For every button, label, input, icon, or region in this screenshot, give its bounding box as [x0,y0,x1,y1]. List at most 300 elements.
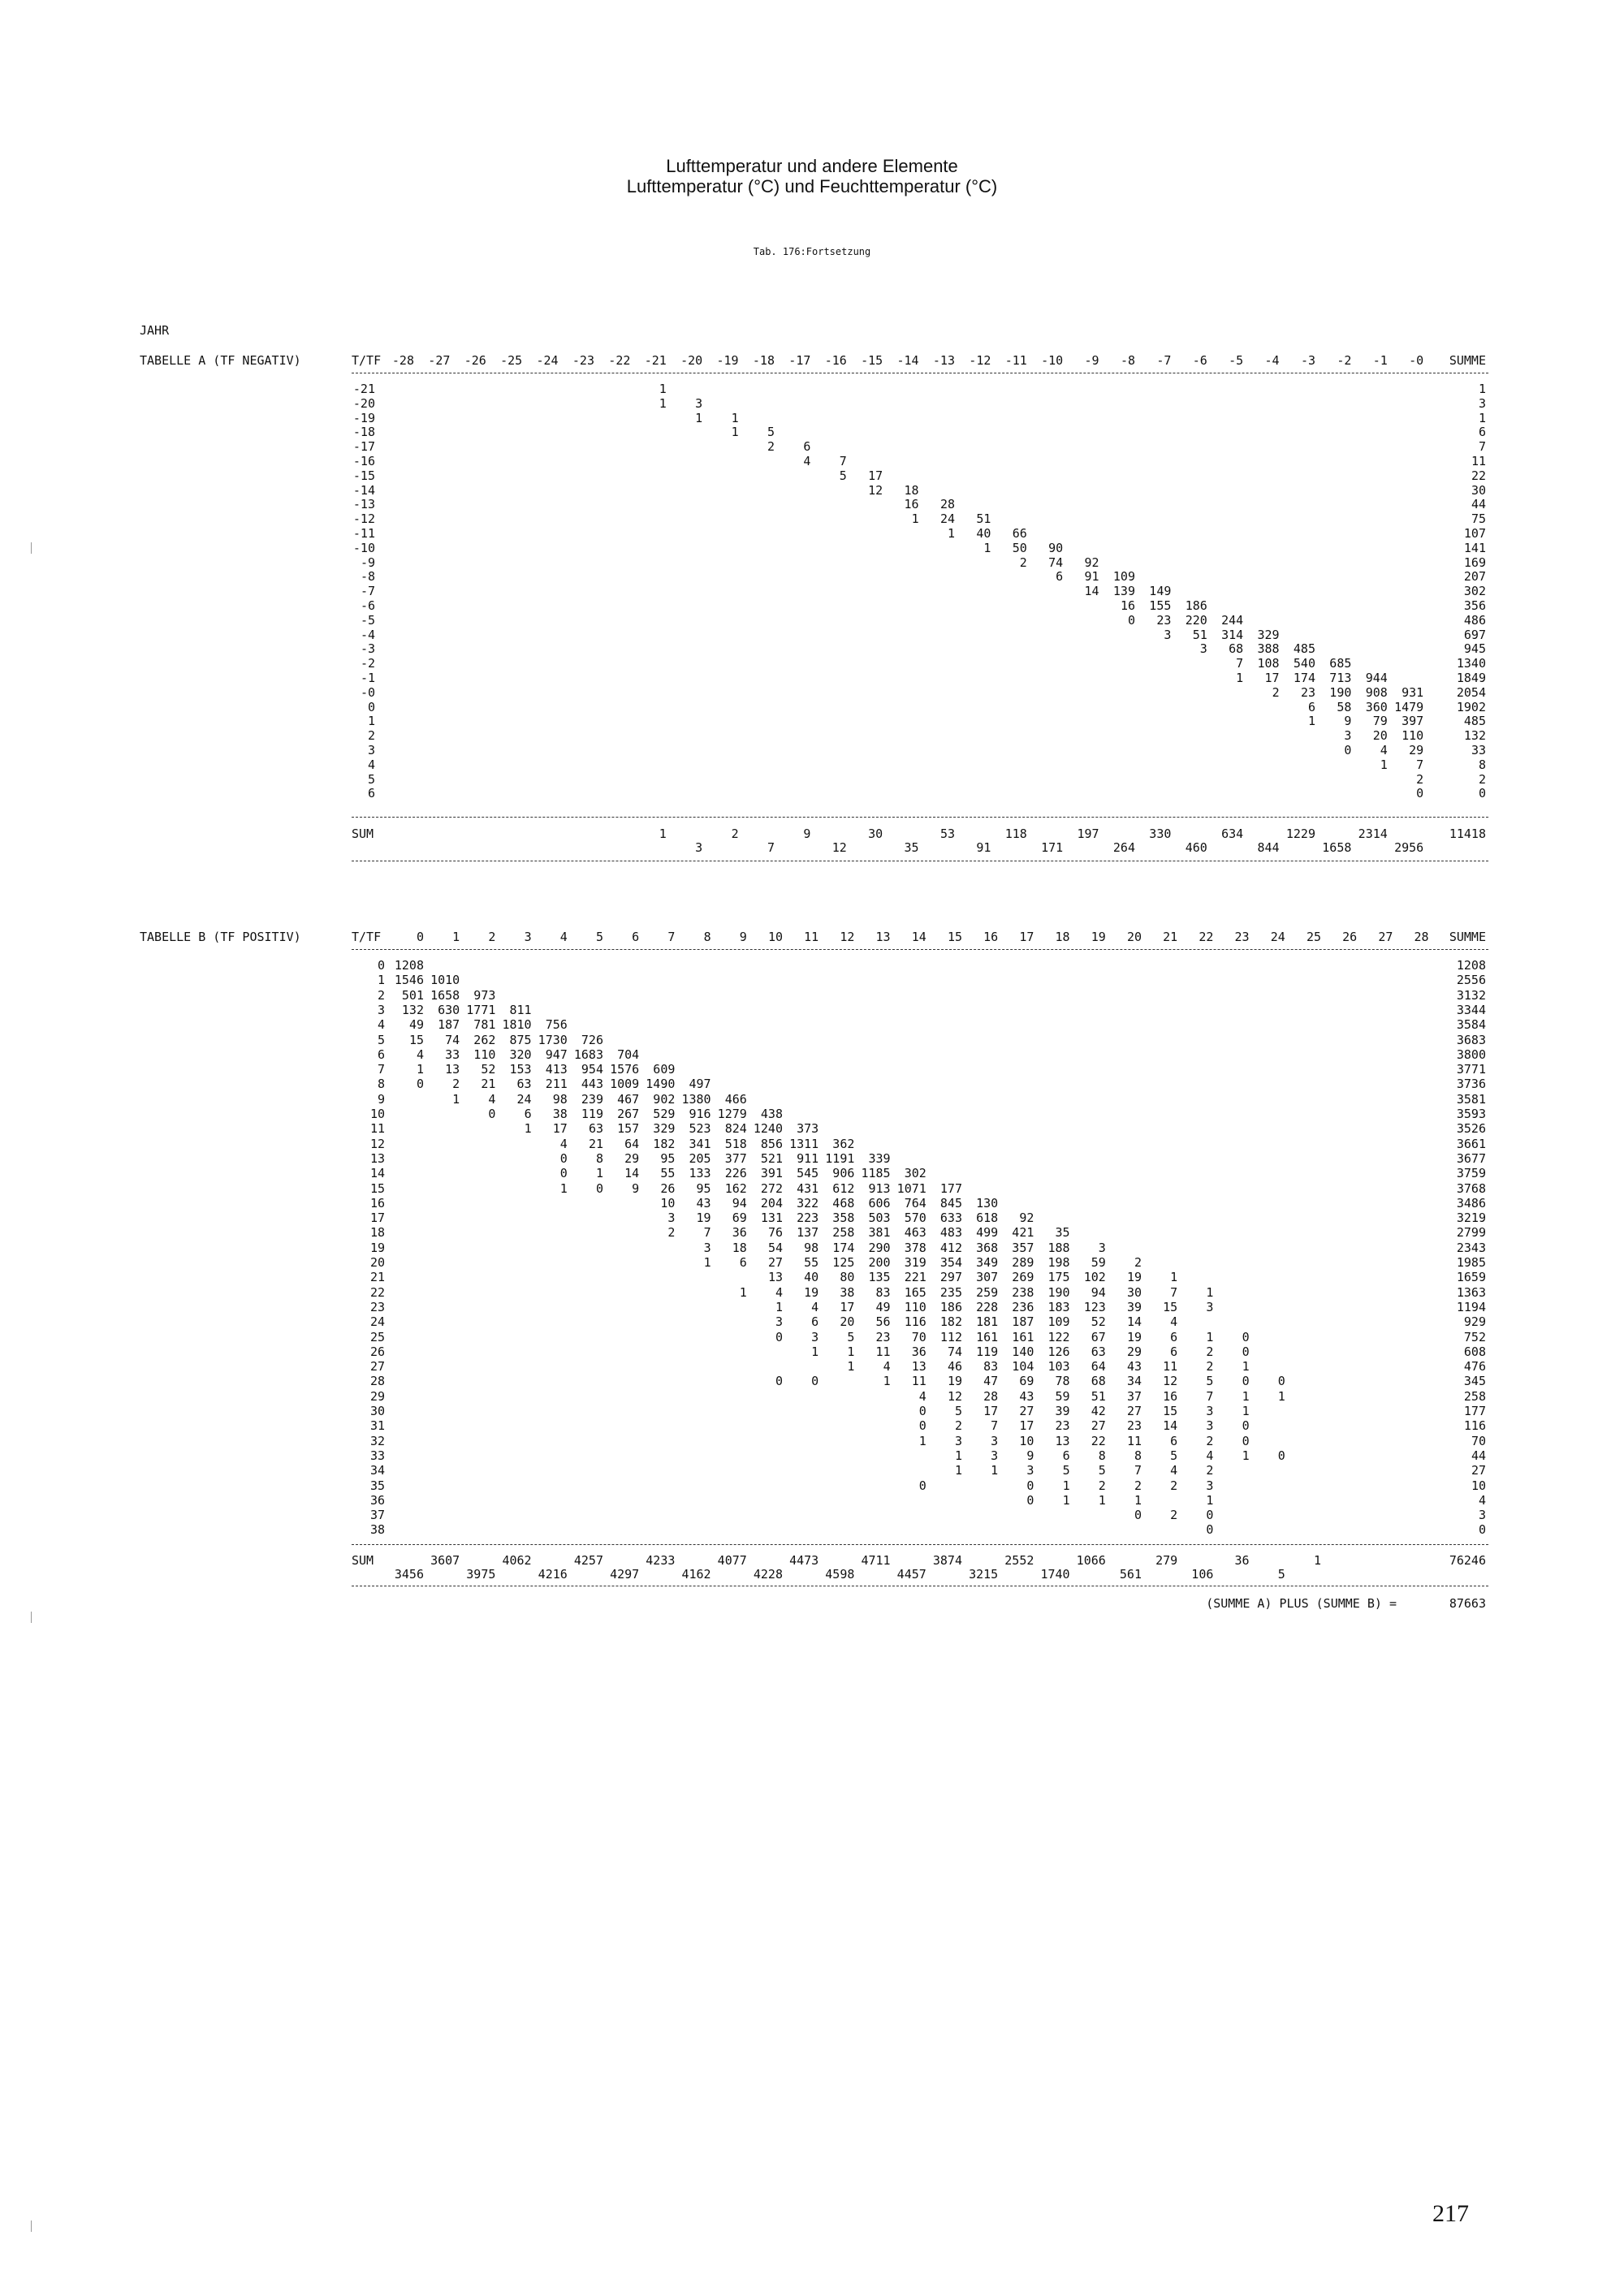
table-cell: 1191 [825,1150,855,1166]
table-cell: 70 [911,1329,926,1344]
table-cell: 54 [767,1240,783,1255]
table-cell: 64 [1091,1359,1106,1375]
row-sum: 1194 [1456,1299,1486,1314]
table-cell: 187 [438,1017,460,1033]
table-cell: 685 [1329,656,1352,671]
row-sum: 3677 [1456,1150,1486,1166]
table-cell: 397 [1402,714,1424,729]
table-cell: 174 [1293,671,1315,685]
row-label: -16 [352,454,375,468]
table-cell: 4 [488,1091,496,1107]
column-sum: 3607 [430,1553,460,1568]
table-cell: 3 [1206,1418,1214,1434]
table-cell: 6 [803,439,811,455]
b-column-header: 5 [595,930,603,944]
table-cell: 0 [1206,1522,1214,1538]
row-sum: 1208 [1456,958,1486,973]
row-label: 12 [369,1136,385,1151]
row-label: 9 [377,1091,385,1107]
a-column-header: -4 [1264,353,1280,368]
b-column-header: 6 [632,930,640,944]
table-cell: 0 [775,1374,783,1389]
row-sum: 3661 [1456,1136,1486,1151]
table-cell: 570 [904,1211,926,1226]
table-cell: 501 [401,987,424,1003]
row-label: 16 [369,1195,385,1211]
table-cell: 190 [1329,684,1352,700]
table-cell: 314 [1221,627,1244,642]
b-column-header: 23 [1234,930,1250,944]
row-label: 4 [377,1017,385,1033]
table-cell: 0 [1242,1344,1250,1359]
table-cell: 49 [875,1299,891,1314]
table-cell: 931 [1402,684,1424,700]
table-cell: 63 [516,1077,532,1092]
a-column-header: -18 [752,353,775,368]
table-cell: 6 [811,1314,819,1330]
b-column-header: 21 [1163,930,1178,944]
row-sum: 3132 [1456,987,1486,1003]
row-label: 1 [377,973,385,988]
row-sum: 1985 [1456,1255,1486,1270]
table-cell: 74 [445,1032,460,1047]
row-label: 0 [367,699,375,714]
a-column-header: -24 [536,353,559,368]
row-label: 17 [369,1211,385,1226]
table-cell: 1208 [394,958,424,973]
table-cell: 443 [581,1077,603,1092]
row-sum: 27 [1471,1463,1486,1478]
column-sum: 118 [1004,826,1027,841]
b-column-header: 15 [947,930,962,944]
table-cell: 49 [408,1017,424,1033]
table-cell: 612 [832,1180,855,1196]
row-label: 32 [369,1433,385,1448]
table-cell: 1 [1134,1492,1142,1508]
table-cell: 8 [1134,1448,1142,1463]
table-cell: 43 [696,1195,711,1211]
row-sum: 1 [1478,382,1486,396]
table-cell: 5 [839,468,847,483]
table-cell: 122 [1047,1329,1070,1344]
b-column-header: 3 [524,930,532,944]
row-sum: 2 [1478,771,1486,787]
table-cell: 7 [703,1225,711,1241]
table-cell: 4 [918,1388,926,1404]
table-cell: 52 [1091,1314,1106,1330]
table-cell: 3 [811,1329,819,1344]
table-cell: 1 [1242,1404,1250,1418]
table-cell: 1279 [717,1107,747,1121]
table-cell: 431 [797,1180,819,1196]
b-column-header: 18 [1055,930,1070,944]
row-label: -12 [352,511,375,527]
table-cell: 5 [1098,1463,1106,1478]
table-cell: 110 [1402,728,1424,744]
column-sum: 171 [1041,840,1064,855]
year-label: JAHR [140,323,170,338]
table-cell: 187 [1012,1314,1034,1330]
table-cell: 1 [739,1284,747,1300]
a-column-header: -27 [428,353,451,368]
column-sum: 7 [767,840,775,855]
table-cell: 378 [904,1240,926,1255]
table-cell: 463 [904,1225,926,1241]
b-column-header: 17 [1019,930,1034,944]
column-sum: 5 [1277,1567,1285,1582]
column-sum: 4062 [502,1553,532,1568]
table-cell: 19 [1126,1329,1142,1344]
column-sum: 53 [939,826,955,841]
row-label: -3 [360,641,375,657]
table-cell: 58 [1337,699,1352,714]
table-cell: 3 [667,1211,676,1226]
table-cell: 98 [552,1091,568,1107]
table-cell: 11 [1163,1359,1178,1375]
table-cell: 21 [588,1136,603,1151]
table-cell: 10 [660,1195,676,1211]
column-sum: 12 [831,840,847,855]
a-column-header: -20 [680,353,703,368]
table-cell: 362 [832,1136,855,1151]
column-sum: 4473 [789,1553,819,1568]
row-label: 3 [377,1002,385,1017]
table-cell: 47 [983,1374,999,1389]
table-cell: 55 [804,1255,819,1270]
table-cell: 4 [1380,743,1388,757]
table-cell: 3 [775,1314,783,1330]
table-cell: 360 [1365,699,1388,714]
table-cell: 94 [732,1195,747,1211]
table-cell: 3 [1344,728,1352,744]
column-sum: 2956 [1394,840,1424,855]
column-sum: 2314 [1358,826,1388,841]
row-sum: 258 [1463,1388,1486,1404]
row-sum: 3 [1478,1508,1486,1523]
b-column-header: 1 [452,930,460,944]
table-b-header-rule [352,949,1488,950]
table-cell: 28 [983,1388,999,1404]
table-cell: 130 [976,1195,999,1211]
table-cell: 911 [797,1150,819,1166]
table-cell: 1 [659,395,667,411]
table-cell: 606 [868,1195,891,1211]
table-cell: 149 [1149,584,1172,599]
table-cell: 17 [868,468,883,483]
row-sum: 0 [1478,786,1486,801]
table-cell: 1071 [896,1180,926,1196]
table-cell: 499 [976,1225,999,1241]
row-sum: 1849 [1456,671,1486,685]
table-cell: 4 [1206,1448,1214,1463]
table-cell: 1 [1206,1492,1214,1508]
table-cell: 29 [1126,1344,1142,1359]
table-cell: 0 [595,1180,603,1196]
table-cell: 267 [617,1107,640,1121]
table-cell: 103 [1047,1359,1070,1375]
row-label: 5 [367,771,375,787]
row-label: 0 [377,958,385,973]
b-column-header: 20 [1126,930,1142,944]
column-sum: 561 [1119,1567,1142,1582]
table-cell: 1 [991,1463,999,1478]
row-sum: 33 [1471,743,1486,757]
table-cell: 3 [1206,1404,1214,1418]
row-sum: 169 [1463,555,1486,570]
table-cell: 726 [581,1032,603,1047]
row-label: -9 [360,555,375,570]
row-sum: 116 [1463,1418,1486,1434]
table-cell: 23 [1126,1418,1142,1434]
table-cell: 59 [1091,1255,1106,1270]
table-cell: 74 [947,1344,962,1359]
column-sum: 35 [904,840,919,855]
a-column-header: -0 [1409,353,1424,368]
table-cell: 119 [581,1107,603,1121]
table-cell: 13 [445,1062,460,1077]
row-sum: 8 [1478,757,1486,772]
table-cell: 341 [689,1136,711,1151]
table-cell: 182 [939,1314,962,1330]
b-column-header: 11 [804,930,819,944]
table-cell: 1 [775,1299,783,1314]
table-cell: 0 [1242,1418,1250,1434]
table-cell: 5 [1206,1374,1214,1389]
table-cell: 109 [1112,569,1135,585]
row-sum: 3683 [1456,1032,1486,1047]
table-cell: 38 [840,1284,855,1300]
column-sum: 3456 [394,1567,424,1582]
table-cell: 5 [1170,1448,1178,1463]
column-sum: 330 [1149,826,1172,841]
table-cell: 16 [1163,1388,1178,1404]
table-cell: 1 [1242,1359,1250,1375]
table-cell: 0 [1277,1374,1285,1389]
column-sum: 279 [1155,1553,1178,1568]
a-column-header: -13 [932,353,955,368]
table-cell: 27 [1126,1404,1142,1418]
table-cell: 0 [1344,743,1352,757]
table-cell: 0 [488,1107,496,1121]
row-sum: 752 [1463,1329,1486,1344]
table-a-sum-label: SUM [352,826,374,841]
b-column-header: 22 [1199,930,1214,944]
row-sum: 2054 [1456,684,1486,700]
table-cell: 2 [1272,684,1280,700]
table-cell: 27 [1019,1404,1034,1418]
table-cell: 902 [653,1091,676,1107]
table-cell: 182 [653,1136,676,1151]
table-cell: 56 [875,1314,891,1330]
b-column-header: 27 [1378,930,1393,944]
table-cell: 22 [1091,1433,1106,1448]
table-cell: 10 [1019,1433,1034,1448]
table-cell: 2 [1416,771,1424,787]
table-cell: 5 [767,425,775,440]
table-cell: 91 [1084,569,1099,585]
b-column-header: 14 [911,930,926,944]
table-cell: 38 [552,1107,568,1121]
table-cell: 135 [868,1270,891,1285]
row-label: 2 [367,728,375,744]
table-cell: 1 [1242,1388,1250,1404]
b-column-header: 8 [703,930,711,944]
table-cell: 421 [1012,1225,1034,1241]
table-cell: 413 [545,1062,568,1077]
table-cell: 238 [1012,1284,1034,1300]
row-label: 36 [369,1492,385,1508]
table-cell: 226 [724,1166,747,1181]
table-cell: 1730 [538,1032,568,1047]
table-cell: 12 [947,1388,962,1404]
table-cell: 102 [1083,1270,1106,1285]
table-cell: 34 [1126,1374,1142,1389]
b-column-header: 4 [559,930,568,944]
column-sum: 4216 [538,1567,568,1582]
table-cell: 7 [1416,757,1424,772]
table-cell: 35 [1055,1225,1070,1241]
table-cell: 66 [1012,526,1027,541]
table-cell: 2 [1170,1508,1178,1523]
table-cell: 0 [918,1404,926,1418]
table-cell: 0 [918,1478,926,1493]
b-column-header: 10 [767,930,783,944]
table-b-summe-header: SUMME [1449,930,1486,944]
table-cell: 29 [1409,743,1424,757]
column-sum: 844 [1257,840,1280,855]
row-label: -8 [360,569,375,585]
table-cell: 51 [1192,627,1207,642]
row-sum: 697 [1463,627,1486,642]
row-sum: 44 [1471,1448,1486,1463]
row-label: 28 [369,1374,385,1389]
b-column-header: 0 [416,930,424,944]
table-b-sum-rule [352,1544,1488,1545]
table-cell: 618 [976,1211,999,1226]
table-cell: 116 [904,1314,926,1330]
table-cell: 630 [438,1002,460,1017]
table-cell: 19 [1126,1270,1142,1285]
table-cell: 3 [695,395,703,411]
table-cell: 13 [1055,1433,1070,1448]
table-cell: 483 [939,1225,962,1241]
row-label: -14 [352,482,375,498]
table-cell: 908 [1365,684,1388,700]
table-cell: 46 [947,1359,962,1375]
table-cell: 17 [983,1404,999,1418]
column-sum: 460 [1185,840,1207,855]
row-sum: 1659 [1456,1270,1486,1285]
row-label: -18 [352,425,375,440]
table-cell: 205 [689,1150,711,1166]
table-cell: 297 [939,1270,962,1285]
table-cell: 15 [1163,1299,1178,1314]
table-cell: 1 [731,425,739,440]
table-cell: 2 [1206,1344,1214,1359]
table-cell: 90 [1048,540,1064,555]
table-cell: 0 [1127,612,1135,628]
table-cell: 6 [524,1107,532,1121]
table-cell: 3 [1206,1299,1214,1314]
row-label: 37 [369,1508,385,1523]
table-cell: 6 [739,1255,747,1270]
column-sum: 4297 [610,1567,640,1582]
table-cell: 2 [767,439,775,455]
table-cell: 3 [1026,1463,1034,1478]
table-cell: 258 [832,1225,855,1241]
table-cell: 302 [904,1166,926,1181]
column-sum: 30 [868,826,883,841]
table-cell: 1 [731,410,739,425]
table-cell: 1185 [861,1166,891,1181]
table-cell: 235 [939,1284,962,1300]
table-cell: 11 [1126,1433,1142,1448]
table-cell: 3 [1164,627,1172,642]
table-cell: 503 [868,1211,891,1226]
table-cell: 824 [724,1121,747,1137]
table-cell: 0 [559,1150,568,1166]
row-sum: 1363 [1456,1284,1486,1300]
table-cell: 307 [976,1270,999,1285]
table-cell: 329 [1257,627,1280,642]
row-label: 35 [369,1478,385,1493]
table-cell: 55 [660,1166,676,1181]
table-cell: 8 [595,1150,603,1166]
table-cell: 467 [617,1091,640,1107]
margin-mark [31,542,32,554]
table-a-summe-header: SUMME [1449,353,1486,368]
table-cell: 5 [847,1329,855,1344]
table-cell: 1380 [681,1091,711,1107]
row-label: 31 [369,1418,385,1434]
table-cell: 1 [703,1255,711,1270]
table-cell: 1576 [610,1062,640,1077]
table-cell: 52 [481,1062,496,1077]
table-cell: 108 [1257,656,1280,671]
table-cell: 104 [1012,1359,1034,1375]
row-label: 33 [369,1448,385,1463]
table-cell: 26 [660,1180,676,1196]
table-cell: 23 [1300,684,1315,700]
row-sum: 3768 [1456,1180,1486,1196]
column-sum: 2552 [1004,1553,1034,1568]
table-cell: 27 [767,1255,783,1270]
table-cell: 29 [624,1150,640,1166]
table-cell: 228 [976,1299,999,1314]
row-label: 14 [369,1166,385,1181]
table-cell: 0 [1242,1374,1250,1389]
row-label: 30 [369,1404,385,1418]
table-cell: 1683 [573,1047,603,1062]
row-sum: 3800 [1456,1047,1486,1062]
table-cell: 5 [954,1404,962,1418]
row-sum: 3 [1478,395,1486,411]
row-sum: 3759 [1456,1166,1486,1181]
table-cell: 0 [1026,1478,1034,1493]
table-cell: 51 [976,511,991,527]
row-sum: 945 [1463,641,1486,657]
table-cell: 412 [939,1240,962,1255]
row-label: -21 [352,382,375,396]
table-cell: 27 [1091,1418,1106,1434]
a-column-header: -1 [1372,353,1388,368]
table-cell: 39 [1126,1299,1142,1314]
table-cell: 906 [832,1166,855,1181]
table-cell: 69 [1019,1374,1034,1389]
column-sum: 1658 [1322,840,1352,855]
table-cell: 1658 [430,987,460,1003]
row-sum: 3219 [1456,1211,1486,1226]
